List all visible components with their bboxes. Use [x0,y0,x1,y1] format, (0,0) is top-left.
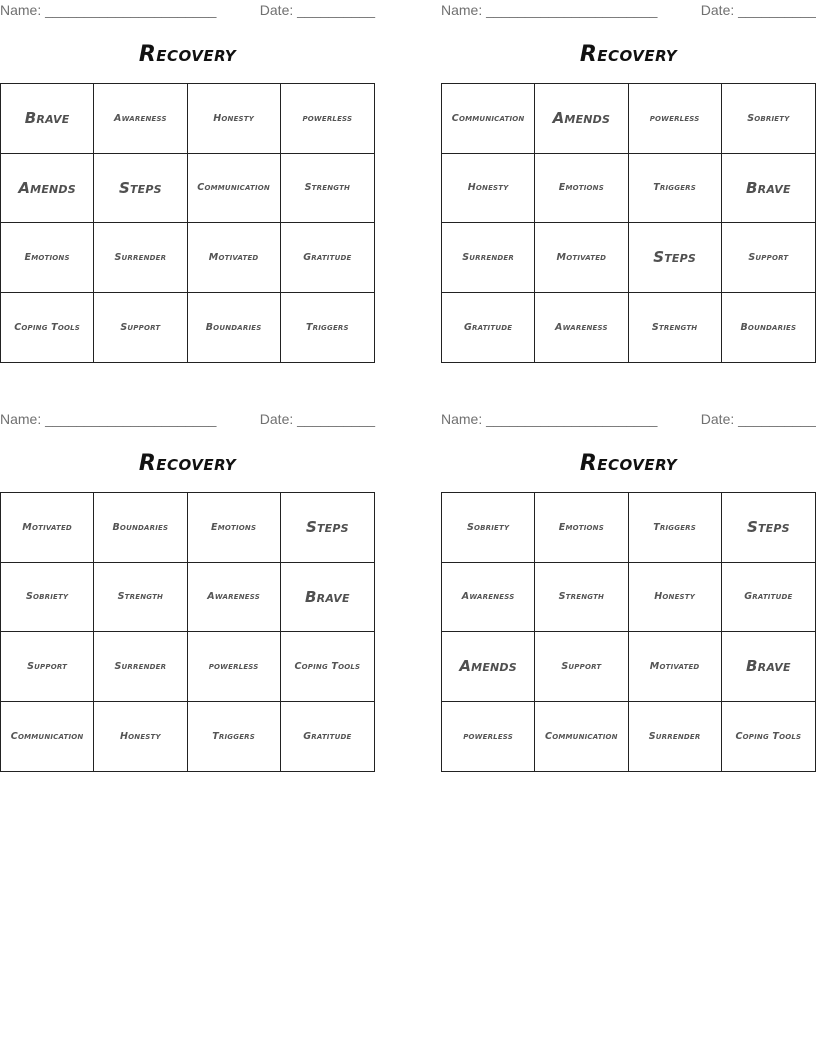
bingo-card-2 [441,0,816,364]
bingo-cell: Brave [1,84,94,154]
bingo-cell: Triggers [629,493,722,563]
bingo-grid [441,83,816,363]
bingo-cell: Motivated [188,223,281,293]
bingo-cell: Amends [442,632,535,702]
bingo-cell: Gratitude [442,293,535,363]
bingo-cell: Sobriety [1,563,94,633]
bingo-cell: Emotions [1,223,94,293]
bingo-cell: Surrender [629,702,722,772]
card-title: Recovery [579,42,678,67]
bingo-card-3 [0,409,375,773]
bingo-cell: powerless [629,84,722,154]
bingo-cell: powerless [281,84,374,154]
bingo-cell: Communication [188,154,281,224]
bingo-cell: Steps [629,223,722,293]
bingo-cell: Support [722,223,815,293]
bingo-cell: Strength [629,293,722,363]
bingo-cell: Surrender [94,632,187,702]
bingo-cell: Triggers [629,154,722,224]
bingo-cell: Honesty [188,84,281,154]
bingo-cell: Brave [281,563,374,633]
bingo-cell: Triggers [305,321,349,333]
date-field: Date: __________ [259,2,375,18]
bingo-cell: Sobriety [722,84,815,154]
bingo-cell: Honesty [94,702,187,772]
bingo-cell: Brave [722,154,815,224]
name-field: Name: ______________________ [441,2,658,18]
bingo-cell: Amends [535,84,628,154]
bingo-cell: Triggers [188,702,281,772]
bingo-cell: Motivated [535,223,628,293]
name-field: Name: ______________________ [0,411,217,427]
bingo-cell: Motivated [1,493,94,563]
bingo-cell: Coping Tools [735,730,802,742]
bingo-cell: Gratitude [722,563,815,633]
bingo-card-1 [0,0,375,364]
card-title: Recovery [579,451,678,476]
bingo-cell: Awareness [442,563,535,633]
bingo-cell: Support [535,632,628,702]
bingo-cell: Gratitude [281,223,374,293]
card-title: Recovery [138,42,237,67]
bingo-cell: Boundaries [740,321,797,333]
bingo-cell: Motivated [629,632,722,702]
name-field: Name: ______________________ [0,2,217,18]
bingo-cell: Support [1,632,94,702]
bingo-cell: Communication [535,702,628,772]
bingo-cell: Brave [722,632,815,702]
bingo-grid [0,492,375,772]
bingo-cell: Strength [94,563,187,633]
bingo-cell: Boundaries [94,493,187,563]
bingo-cell: Coping Tools [281,632,374,702]
bingo-cell: Strength [535,563,628,633]
bingo-cell: Awareness [94,84,187,154]
bingo-card-4 [441,409,816,773]
bingo-cell: Honesty [442,154,535,224]
bingo-cell: Sobriety [442,493,535,563]
name-field: Name: ______________________ [441,411,658,427]
bingo-cell: Surrender [94,223,187,293]
bingo-grid [441,492,816,772]
bingo-cell: Support [94,293,187,363]
bingo-cell: Emotions [535,493,628,563]
bingo-grid [0,83,375,363]
date-field: Date: __________ [700,411,816,427]
bingo-cell: Boundaries [188,293,281,363]
bingo-cell: powerless [442,702,535,772]
bingo-cell: Honesty [629,563,722,633]
bingo-cell: Steps [722,493,815,563]
bingo-cell: Steps [281,493,374,563]
bingo-cell: Awareness [535,293,628,363]
bingo-cell: Emotions [535,154,628,224]
bingo-cell: Surrender [442,223,535,293]
bingo-cell: Awareness [188,563,281,633]
card-title: Recovery [138,451,237,476]
bingo-cell: Strength [281,154,374,224]
date-field: Date: __________ [259,411,375,427]
bingo-cell: powerless [188,632,281,702]
bingo-cell: Coping Tools [1,293,94,363]
bingo-cell: Amends [1,154,94,224]
bingo-cell: Gratitude [303,730,352,742]
bingo-cell: Emotions [188,493,281,563]
date-field: Date: __________ [700,2,816,18]
bingo-cell: Communication [1,702,94,772]
bingo-cell: Communication [442,84,535,154]
bingo-cell: Steps [94,154,187,224]
